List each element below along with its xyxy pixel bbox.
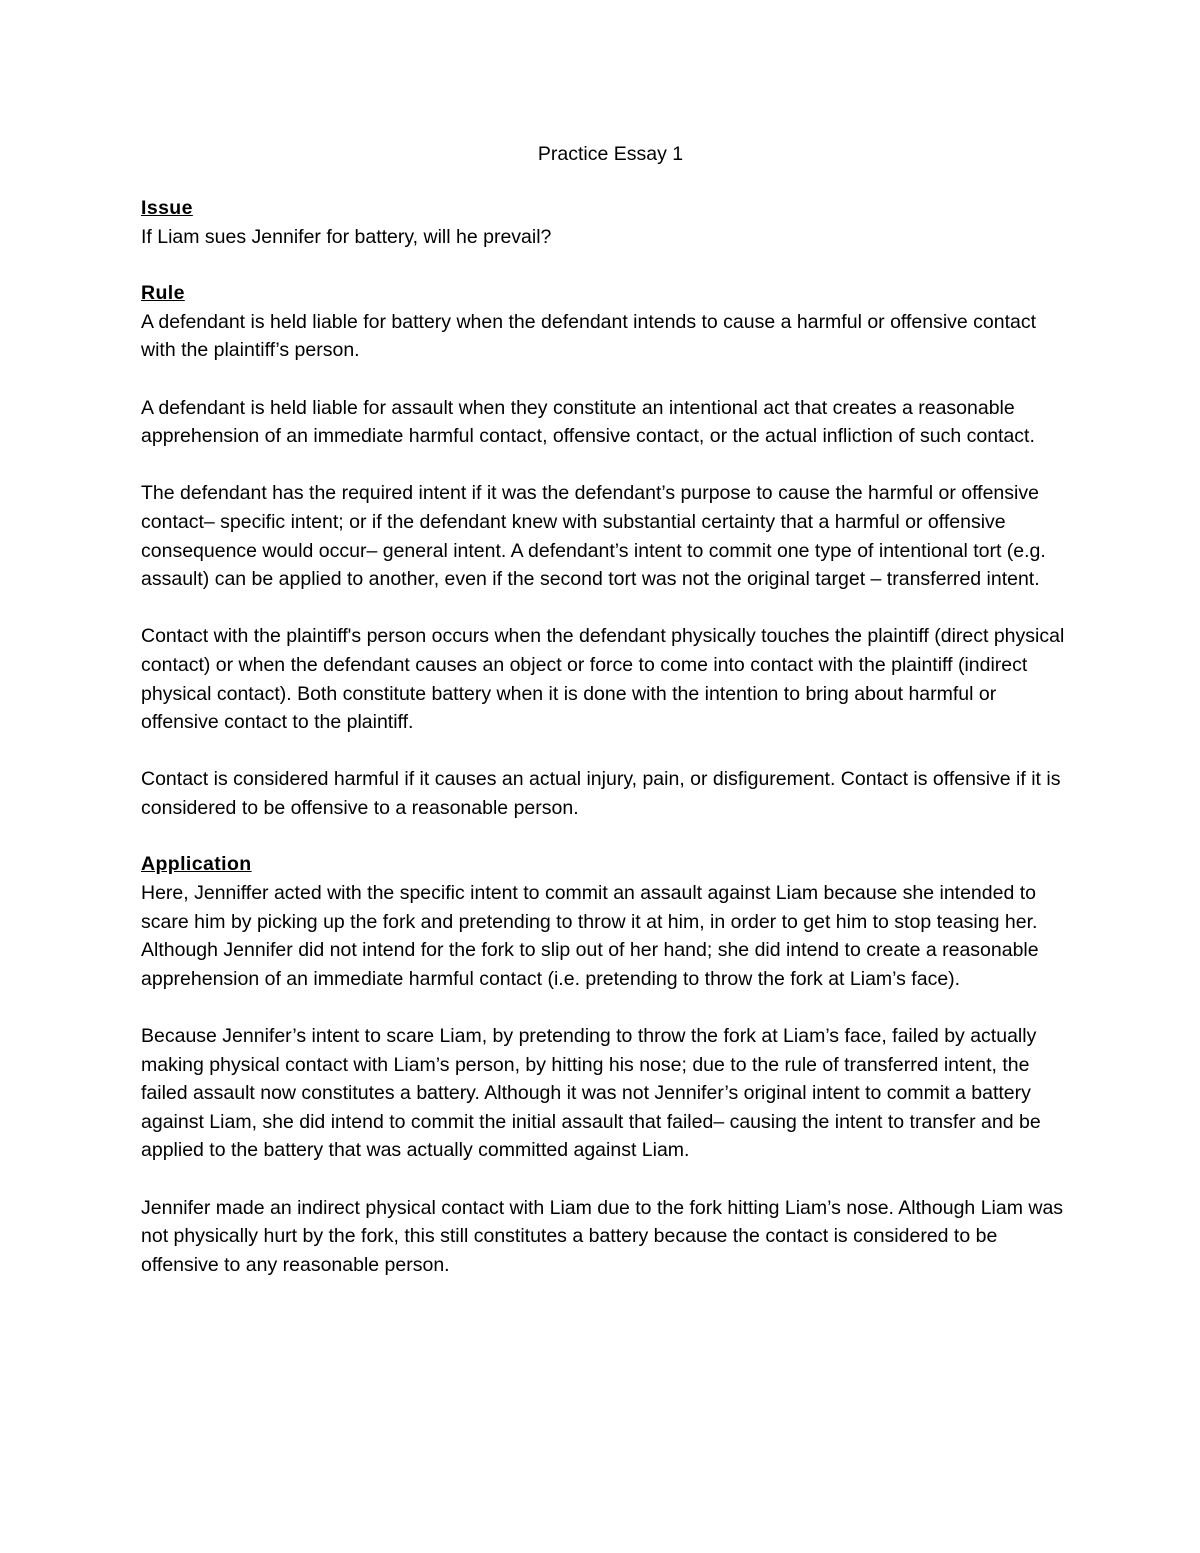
document-title: Practice Essay 1 (537, 143, 684, 165)
application-paragraph-3: Jennifer made an indirect physical contact with Liam due to the fork hitting Liam’s nose. Although Liam was not physically hurt by the fork, this still constitutes a battery because the contact is considered to be offensive to any reasonable person. (141, 1196, 1064, 1276)
application-paragraph-2: Because Jennifer’s intent to scare Liam, by pretending to throw the fork at Liam’s face, failed by actually making physical contact with Liam’s person, by hitting his nose; due to the rule of transferred intent, the failed assault now constitutes a battery. Although it was not Jennifer’s original intent to commit a battery against Liam, she did intend to commit the initial assault that failed– causing the intent to transfer and be applied to the battery that was actually committed against Liam. (141, 1025, 1041, 1162)
issue-heading: Issue (141, 197, 193, 219)
rule-paragraph-5: Contact is considered harmful if it causes an actual injury, pain, or disfigurement. Contact is offensive if it is considered to be offensive to a reasonable person. (141, 768, 1061, 819)
document-page (141, 138, 1066, 1307)
rule-paragraph-1: A defendant is held liable for battery when the defendant intends to cause a harmful or offensive contact with the plaintiff’s person. (141, 310, 1037, 362)
rule-heading: Rule (141, 282, 185, 305)
application-heading: Application (141, 853, 252, 876)
application-paragraph-1: Here, Jenniffer acted with the specific intent to commit an assault against Liam because she intended to scare him by picking up the fork and pretending to throw it at him, in order to get him to stop teasing her. Although Jennifer did not intend for the fork to slip out of her hand; she did intend to create a reasonable apprehension of an immediate harmful contact (i.e. pretending to throw the fork at Liam’s face). (141, 882, 1039, 990)
application-section (141, 850, 1066, 1279)
rule-paragraph-4: Contact with the plaintiff's person occurs when the defendant physically touches the plaintiff (direct physical contact) or when the defendant causes an object or force to come into contact with the plaintiff (indirect physical contact). Both constitute battery when it is done with the intention to bring about harmful or offensive contact to the plaintiff. (141, 625, 1065, 734)
issue-section (141, 194, 1066, 251)
rule-paragraph-2: A defendant is held liable for assault when they constitute an intentional act that creates a reasonable apprehension of an immediate harmful contact, offensive contact, or the actual infliction of such contact. (141, 396, 1035, 448)
rule-paragraph-3: The defendant has the required intent if it was the defendant’s purpose to cause the harmful or offensive contact– specific intent; or if the defendant knew with substantial certainty that a harmful or offensive consequence would occur– general intent. A defendant’s intent to commit one type of intentional tort (e.g. assault) can be applied to another, even if the second tort was not the original target – transferred intent. (141, 482, 1046, 591)
rule-section (141, 279, 1066, 822)
issue-paragraph: If Liam sues Jennifer for battery, will he prevail? (141, 225, 552, 248)
